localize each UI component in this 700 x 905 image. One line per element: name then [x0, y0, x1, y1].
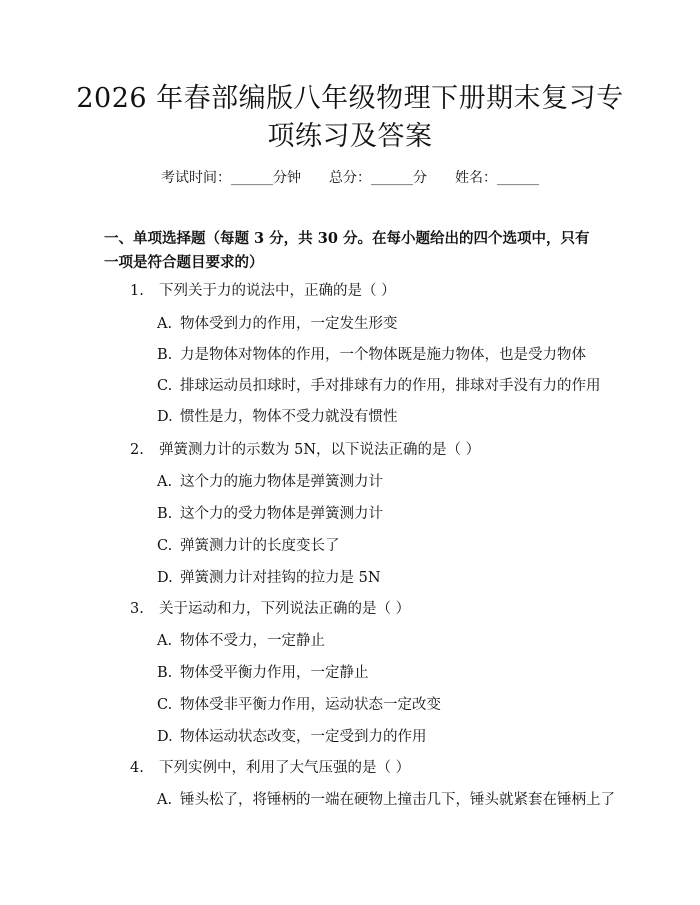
document-title — [60, 80, 640, 156]
option-letter: D. — [157, 570, 173, 586]
option-letter: A. — [157, 474, 173, 490]
option-text: 物体受到力的作用，一定发生形变 — [180, 316, 398, 332]
question-4 — [130, 758, 410, 778]
question-3-option-b — [157, 663, 369, 683]
option-text: 物体受平衡力作用，一定静止 — [180, 665, 369, 681]
exam-time-field: 考试时间：______分钟 — [161, 170, 301, 186]
question-1-option-b — [157, 345, 586, 365]
section-heading: 一、单项选择题（每题 3 分，共 30 分。在每小题给出的四个选项中，只有一项是符合题目要求的） — [104, 230, 590, 271]
option-text: 弹簧测力计的长度变长了 — [180, 538, 340, 554]
option-letter: D. — [157, 409, 173, 425]
option-letter: C. — [157, 697, 173, 713]
title-line-1: 2026 年春部编版八年级物理下册期末复习专 — [76, 83, 624, 114]
option-letter: A. — [157, 633, 173, 649]
option-text: 惯性是力，物体不受力就没有惯性 — [180, 409, 398, 425]
option-letter: B. — [157, 506, 173, 522]
question-3-option-a — [157, 631, 325, 651]
question-2 — [130, 440, 480, 460]
question-1-option-c — [157, 376, 601, 396]
question-stem: 下列实例中，利用了大气压强的是（ ） — [159, 760, 411, 776]
option-text: 这个力的受力物体是弹簧测力计 — [180, 506, 383, 522]
question-number: 3. — [130, 601, 144, 617]
option-letter: C. — [157, 538, 173, 554]
question-stem: 弹簧测力计的示数为 5N，以下说法正确的是（ ） — [159, 442, 481, 458]
question-2-option-d — [157, 568, 381, 588]
question-number: 4. — [130, 760, 144, 776]
question-2-option-a — [157, 472, 383, 492]
option-letter: B. — [157, 347, 173, 363]
option-letter: D. — [157, 729, 173, 745]
exam-meta — [0, 168, 700, 188]
question-1-option-a — [157, 314, 398, 334]
option-letter: A. — [157, 792, 173, 808]
option-letter: A. — [157, 316, 173, 332]
option-text: 物体运动状态改变，一定受到力的作用 — [180, 729, 427, 745]
question-1 — [130, 281, 396, 301]
option-text: 弹簧测力计对挂钩的拉力是 5N — [180, 570, 381, 586]
question-number: 2. — [130, 442, 144, 458]
option-text: 排球运动员扣球时，手对排球有力的作用，排球对手没有力的作用 — [180, 378, 601, 394]
question-3 — [130, 599, 410, 619]
question-2-option-b — [157, 504, 383, 524]
option-text: 物体不受力，一定静止 — [180, 633, 325, 649]
question-3-option-d — [157, 727, 427, 747]
question-number: 1. — [130, 283, 144, 299]
question-3-option-c — [157, 695, 441, 715]
option-letter: B. — [157, 665, 173, 681]
question-stem: 下列关于力的说法中，正确的是（ ） — [159, 283, 396, 299]
option-text: 力是物体对物体的作用，一个物体既是施力物体，也是受力物体 — [180, 347, 586, 363]
question-1-option-d — [157, 407, 398, 427]
total-score-field: 总分：______分 — [329, 170, 427, 186]
option-text: 这个力的施力物体是弹簧测力计 — [180, 474, 383, 490]
question-4-option-a — [157, 790, 615, 810]
option-text: 物体受非平衡力作用，运动状态一定改变 — [180, 697, 441, 713]
student-name-field: 姓名：______ — [455, 170, 539, 186]
question-stem: 关于运动和力，下列说法正确的是（ ） — [159, 601, 411, 617]
question-2-option-c — [157, 536, 340, 556]
title-line-2: 项练习及答案 — [267, 121, 433, 152]
option-text: 锤头松了，将锤柄的一端在硬物上撞击几下，锤头就紧套在锤柄上了 — [180, 792, 615, 808]
option-letter: C. — [157, 378, 173, 394]
